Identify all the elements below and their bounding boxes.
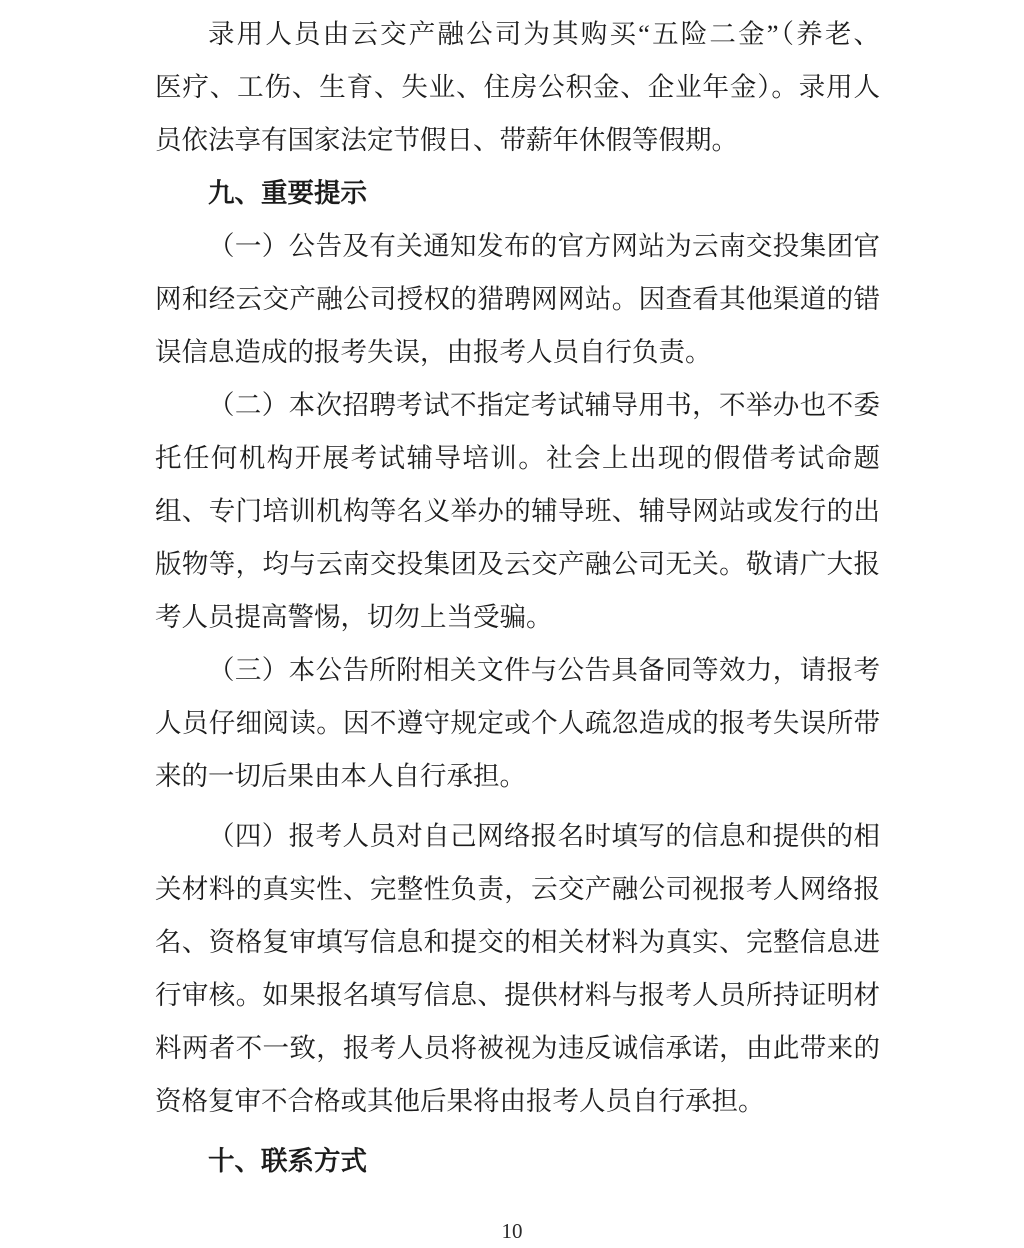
section-heading: 九、重要提示 bbox=[208, 178, 367, 208]
paragraph-line: 人员仔细阅读。因不遵守规定或个人疏忽造成的报考失误所带 bbox=[155, 708, 880, 738]
paragraph-line: 医疗、工伤、生育、失业、住房公积金、企业年金）。录用人 bbox=[155, 72, 880, 102]
paragraph-line: 版物等，均与云南交投集团及云交产融公司无关。敬请广大报 bbox=[155, 549, 880, 579]
paragraph-line: （二）本次招聘考试不指定考试辅导用书，不举办也不委 bbox=[208, 390, 880, 420]
document-page bbox=[155, 0, 880, 1188]
paragraph-line: 托任何机构开展考试辅导培训。社会上出现的假借考试命题 bbox=[155, 443, 880, 473]
paragraph-line: 资格复审不合格或其他后果将由报考人员自行承担。 bbox=[155, 1086, 765, 1116]
section-heading: 十、联系方式 bbox=[208, 1146, 367, 1176]
paragraph-line: 关材料的真实性、完整性负责，云交产融公司视报考人网络报 bbox=[155, 874, 880, 904]
page-number: 10 bbox=[501, 1219, 523, 1243]
paragraph-line: （四）报考人员对自己网络报名时填写的信息和提供的相 bbox=[208, 821, 880, 851]
paragraph-line: 网和经云交产融公司授权的猎聘网网站。因查看其他渠道的错 bbox=[155, 284, 880, 314]
paragraph-line: 考人员提高警惕，切勿上当受骗。 bbox=[155, 602, 553, 632]
paragraph-line: 组、专门培训机构等名义举办的辅导班、辅导网站或发行的出 bbox=[155, 496, 880, 526]
paragraph-line: 误信息造成的报考失误，由报考人员自行负责。 bbox=[155, 337, 712, 367]
paragraph-line: 员依法享有国家法定节假日、带薪年休假等假期。 bbox=[155, 125, 738, 155]
paragraph-line: 行审核。如果报名填写信息、提供材料与报考人员所持证明材 bbox=[155, 980, 880, 1010]
paragraph-line: 录用人员由云交产融公司为其购买“五险二金”（养老、 bbox=[208, 19, 880, 49]
paragraph-line: 来的一切后果由本人自行承担。 bbox=[155, 761, 526, 791]
paragraph-line: 料两者不一致，报考人员将被视为违反诚信承诺，由此带来的 bbox=[155, 1033, 880, 1063]
paragraph-line: （三）本公告所附相关文件与公告具备同等效力，请报考 bbox=[208, 655, 880, 685]
paragraph-line: 名、资格复审填写信息和提交的相关材料为真实、完整信息进 bbox=[155, 927, 880, 957]
paragraph-line: （一）公告及有关通知发布的官方网站为云南交投集团官 bbox=[208, 231, 880, 261]
